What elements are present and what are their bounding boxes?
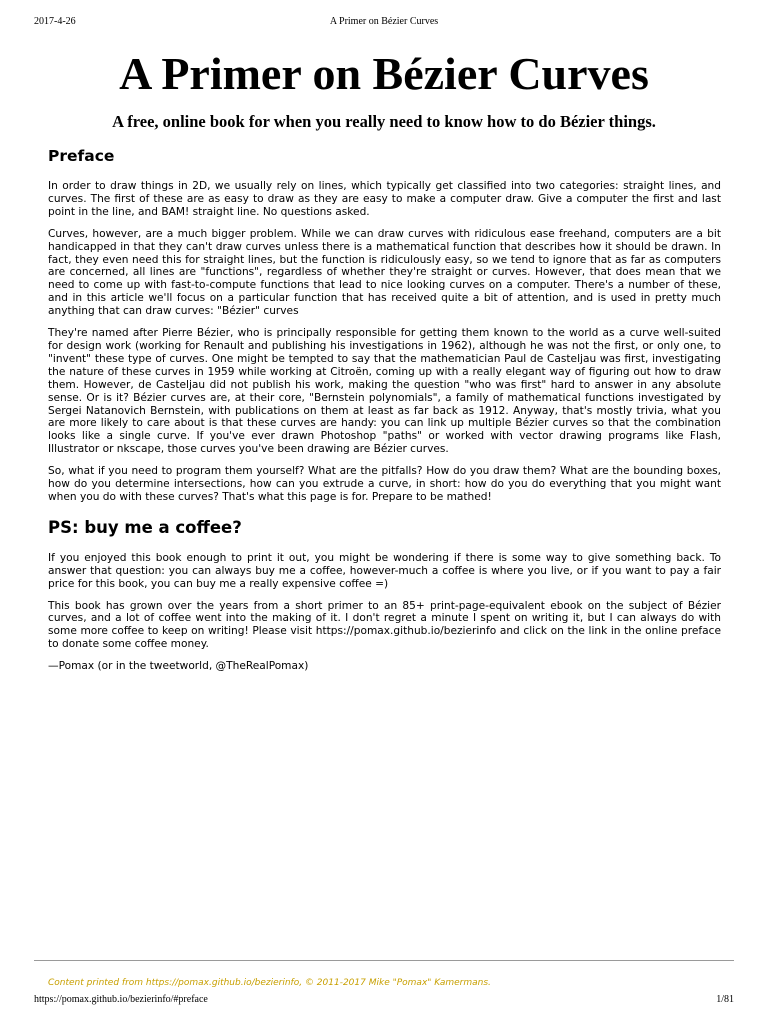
signature: —Pomax (or in the tweetworld, @TheRealPomax) bbox=[48, 660, 309, 673]
page-title: A Primer on Bézier Curves bbox=[119, 48, 649, 99]
ps-paragraph-2: This book has grown over the years from a short primer to an 85+ print-page-equivalent ebook on the subject of Bézier curves, and a lot of coffee went into the making of it. I don't regret a minute I spent on writing it, but I can always do with some more coffee to keep on writing! Please visit https://pomax.github.io/bezierinfo and click on the link in the online preface to donate some coffee money. bbox=[48, 599, 721, 651]
footer-url[interactable]: https://pomax.github.io/bezierinfo/#preface bbox=[34, 994, 208, 1005]
footer-divider bbox=[34, 960, 734, 961]
footer-credit: Content printed from https://pomax.github.io/bezierinfo, © 2011-2017 Mike "Pomax" Kamermans. bbox=[48, 978, 491, 988]
page-number: 1/81 bbox=[716, 994, 734, 1005]
preface-paragraph-1: In order to draw things in 2D, we usually rely on lines, which typically get classified into two categories: straight lines, and curves. The first of these are as easy to draw as they are easy to make a computer draw. Give a computer the first and last point in the line, and BAM! straight line. No questions asked. bbox=[48, 180, 721, 218]
main-content bbox=[48, 142, 721, 682]
page-subtitle: A free, online book for when you really need to know how to do Bézier things. bbox=[112, 112, 656, 131]
ps-heading: PS: buy me a coffee? bbox=[48, 517, 242, 537]
print-date: 2017-4-26 bbox=[34, 16, 76, 27]
preface-heading: Preface bbox=[48, 147, 115, 165]
preface-paragraph-3: They're named after Pierre Bézier, who is principally responsible for getting them known to the world as a curve well-suited for design work (working for Renault and publishing his investigations in 1962), although he was not the first, or only one, to "invent" these type of curves. One might be tempted to say that the mathematician Paul de Casteljau was first, investigating the nature of these curves in 1959 while working at Citroën, coming up with a really elegant way of figuring out how to draw them. However, de Casteljau did not publish his work, making the question "who was first" hard to answer in any absolute sense. Or is it? Bézier curves are, at their core, "Bernstein polynomials", a family of mathematical functions investigated by Sergei Natanovich Bernstein, with publications on them at least as far back as 1912. Anyway, that's mostly trivia, what you are more likely to care about is that these curves are handy: you can link up multiple Bézier curves so that the combination looks like a single curve. If you've ever drawn Photoshop "paths" or worked with vector drawing programs like Flash, Illustrator or nkscape, those curves you've been drawing are Bézier curves. bbox=[48, 327, 721, 456]
print-footer bbox=[34, 994, 734, 1008]
print-header bbox=[34, 16, 734, 30]
preface-paragraph-4: So, what if you need to program them yourself? What are the pitfalls? How do you draw them? What are the bounding boxes, how do you determine intersections, how can you extrude a curve, in short: how do you do everything that you might want when you do with these curves? That's what this page is for. Prepare to be mathed! bbox=[48, 465, 721, 503]
preface-paragraph-2: Curves, however, are a much bigger problem. While we can draw curves with ridiculous ease freehand, computers are a bit handicapped in that they can't draw curves unless there is a mathematical function that describes how it should be drawn. In fact, they even need this for straight lines, but the function is ridiculously easy, so we tend to ignore that as far as computers are concerned, all lines are "functions", regardless of whether they're straight or curves. However, that does mean that we need to come up with fast-to-compute functions that lead to nice looking curves on a computer. There's a number of these, and in this article we'll focus on a particular function that has received quite a bit of attention, and is used in pretty much anything that can draw curves: "Bézier" curves bbox=[48, 227, 721, 318]
print-header-title: A Primer on Bézier Curves bbox=[329, 16, 439, 27]
ps-paragraph-1: If you enjoyed this book enough to print it out, you might be wondering if there is some way to give something back. To answer that question: you can always buy me a coffee, however-much a coffee is where you live, or if you want to pay a fair price for this book, you can buy me a really expensive coffee =) bbox=[48, 551, 721, 590]
